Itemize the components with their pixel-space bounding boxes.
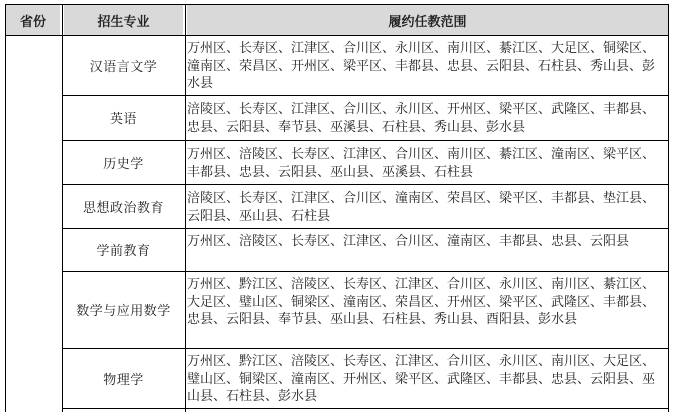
header-province: 省份	[6, 5, 60, 35]
scope-cell: 万州区、黔江区、涪陵区、长寿区、江津区、合川区、永川区、南川区、綦江区、大足区、璧山区、铜梁区、潼南区、荣昌区、开州区、梁平区、武隆区、丰都县、忠县、云阳县、奉节县、巫山县、石柱县、秀山县、酉阳县、彭水县	[187, 277, 656, 327]
grid-line	[668, 4, 669, 412]
grid-line	[62, 228, 669, 229]
grid-line	[62, 184, 669, 185]
major-cell: 英语	[109, 112, 137, 127]
grid-line	[62, 408, 669, 409]
grid-line	[185, 4, 186, 412]
major-cell: 汉语言文学	[89, 60, 158, 75]
grid-line	[5, 4, 669, 5]
grid-line	[62, 271, 669, 272]
grid-line	[5, 4, 6, 412]
header-major: 招生专业	[64, 5, 183, 35]
scope-cell: 万州区、长寿区、江津区、合川区、永川区、南川区、綦江区、大足区、铜梁区、潼南区、荣昌区、开州区、梁平区、丰都县、忠县、云阳县、石柱县、秀山县、彭水县	[187, 41, 656, 91]
grid-line	[62, 4, 63, 412]
scope-cell: 涪陵区、长寿区、江津区、合川区、永川区、开州区、梁平区、武隆区、丰都县、忠县、云阳县、奉节县、巫溪县、石柱县、秀山县、彭水县	[187, 102, 656, 135]
major-cell: 物理学	[103, 372, 144, 388]
scope-cell: 涪陵区、长寿区、江津区、合川区、潼南区、荣昌区、梁平区、丰都县、垫江县、云阳县、巫山县、石柱县	[187, 191, 656, 224]
grid-line	[62, 95, 669, 96]
scope-cell: 万州区、黔江区、涪陵区、长寿区、江津区、合川区、永川区、南川区、大足区、璧山区、铜梁区、潼南区、开州区、梁平区、武隆区、丰都县、忠县、云阳县、巫山县、石柱县、彭水县	[187, 354, 656, 404]
province-cell	[6, 36, 60, 412]
header-scope: 履约任教范围	[187, 5, 668, 35]
major-cell: 数学与应用数学	[76, 304, 171, 319]
grid-line	[5, 35, 669, 36]
grid-line	[62, 140, 669, 141]
major-cell: 历史学	[103, 156, 144, 172]
grid-line	[62, 348, 669, 349]
major-cell: 学前教育	[96, 244, 151, 259]
major-cell: 思想政治教育	[82, 200, 164, 216]
scope-cell: 万州区、涪陵区、长寿区、江津区、合川区、南川区、綦江区、潼南区、梁平区、丰都县、忠县、云阳县、巫山县、巫溪县、石柱县	[187, 147, 656, 180]
scope-cell: 万州区、涪陵区、长寿区、江津区、合川区、潼南区、丰都县、忠县、云阳县	[187, 234, 630, 249]
